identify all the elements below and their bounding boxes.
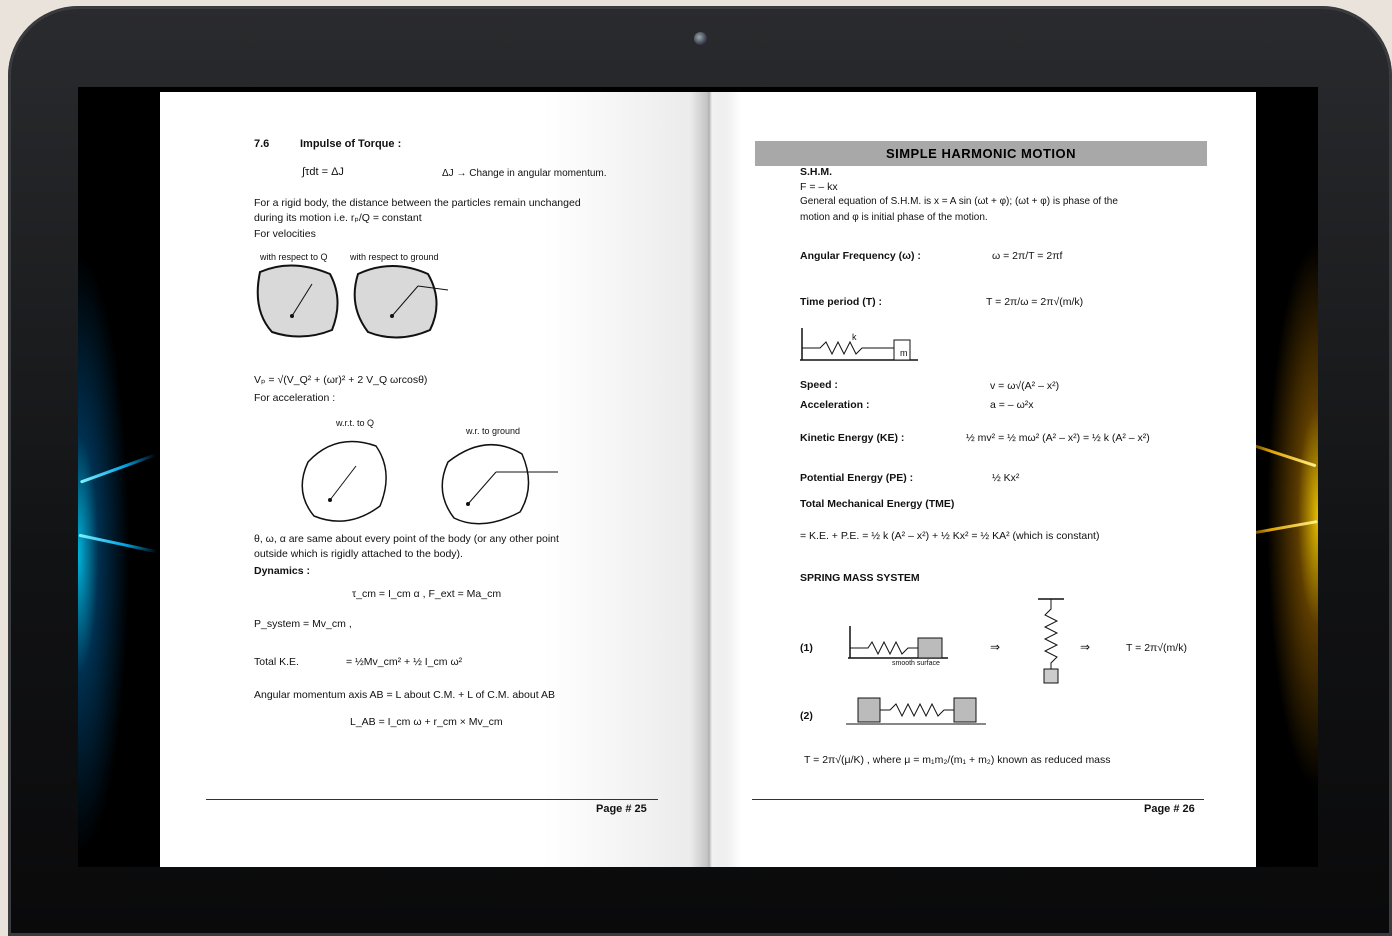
figure-caption: with respect to ground bbox=[350, 252, 439, 262]
implies-arrow: ⇒ bbox=[990, 640, 1001, 654]
rigid-body-text: during its motion i.e. rₚ/Q = constant bbox=[254, 212, 422, 224]
smooth-surface-caption: smooth surface bbox=[892, 660, 940, 667]
force-equation: F = – kx bbox=[800, 181, 838, 193]
tablet-device bbox=[8, 6, 1392, 936]
figure-caption: w.r. to ground bbox=[466, 426, 521, 436]
rigid-body-velocity-figure bbox=[252, 260, 492, 350]
time-period-label: Time period (T) : bbox=[800, 296, 883, 308]
spring-mass-heading: SPRING MASS SYSTEM bbox=[800, 572, 920, 584]
kinetic-energy-label: Total K.E. bbox=[254, 656, 299, 668]
kinetic-energy-label: Kinetic Energy (KE) : bbox=[800, 432, 905, 444]
acceleration-label: For acceleration : bbox=[254, 392, 336, 404]
chapter-banner: SIMPLE HARMONIC MOTION bbox=[755, 141, 1207, 166]
total-energy-equation: = K.E. + P.E. = ½ k (A² – x²) + ½ Kx² = ½ KA² (which is constant) bbox=[800, 530, 1100, 542]
angular-momentum-equation: L_AB = I_cm ω + r_cm × Mv_cm bbox=[350, 716, 503, 728]
item-number: (2) bbox=[800, 710, 813, 722]
acceleration-label: Acceleration : bbox=[800, 399, 870, 411]
velocity-equation: Vₚ = √(V_Q² + (ωr)² + 2 V_Q ωrcosθ) bbox=[254, 374, 428, 386]
general-equation-text: motion and φ is initial phase of the motion. bbox=[800, 212, 988, 223]
kinetic-energy-equation: = ½Mv_cm² + ½ I_cm ω² bbox=[346, 656, 463, 668]
open-book[interactable] bbox=[160, 92, 1256, 867]
speed-label: Speed : bbox=[800, 379, 838, 391]
left-page[interactable] bbox=[160, 92, 708, 867]
page-number: Page # 25 bbox=[596, 803, 647, 815]
velocities-label: For velocities bbox=[254, 228, 316, 240]
potential-energy-label: Potential Energy (PE) : bbox=[800, 472, 914, 484]
total-energy-label: Total Mechanical Energy (TME) bbox=[800, 498, 955, 510]
spring-constant-label: k bbox=[852, 332, 857, 342]
tablet-screen bbox=[78, 87, 1318, 867]
angular-frequency-label: Angular Frequency (ω) : bbox=[800, 250, 921, 262]
vertical-spring-mass-figure bbox=[1036, 597, 1066, 687]
right-page[interactable] bbox=[708, 92, 1256, 867]
same-about-text: θ, ω, α are same about every point of the body (or any other point bbox=[254, 533, 559, 545]
momentum-equation: P_system = Mv_cm , bbox=[254, 618, 352, 630]
page-number: Page # 26 bbox=[1144, 803, 1195, 815]
shm-label: S.H.M. bbox=[800, 166, 833, 178]
horizontal-spring-mass-figure bbox=[848, 616, 958, 666]
potential-energy-equation: ½ Kx² bbox=[992, 472, 1020, 484]
mass-label: m bbox=[900, 348, 908, 358]
section-number: 7.6 bbox=[254, 138, 270, 150]
same-about-text: outside which is rigidly attached to the body). bbox=[254, 548, 463, 560]
general-equation-text: General equation of S.H.M. is x = A sin (ωt + φ); (ωt + φ) is phase of the bbox=[800, 196, 1118, 207]
acceleration-equation: a = – ω²x bbox=[990, 399, 1034, 411]
rigid-body-text: For a rigid body, the distance between the particles remain unchanged bbox=[254, 197, 581, 209]
footer-rule bbox=[752, 799, 1204, 800]
speed-equation: v = ω√(A² – x²) bbox=[990, 380, 1060, 392]
dynamics-label: Dynamics : bbox=[254, 565, 311, 577]
impulse-equation: ∫τdt = ΔJ bbox=[302, 166, 344, 178]
footer-rule bbox=[206, 799, 658, 800]
front-camera bbox=[694, 32, 707, 45]
figure-caption: w.r.t. to Q bbox=[336, 418, 375, 428]
spring-block-diagram bbox=[800, 328, 930, 368]
impulse-note: ΔJ → Change in angular momentum. bbox=[442, 168, 607, 179]
item-one-equation: T = 2π√(m/k) bbox=[1126, 642, 1187, 654]
angular-frequency-equation: ω = 2π/T = 2πf bbox=[992, 250, 1063, 262]
implies-arrow: ⇒ bbox=[1080, 640, 1091, 654]
rigid-body-acceleration-figure bbox=[296, 432, 596, 542]
book-spine bbox=[690, 92, 730, 867]
item-number: (1) bbox=[800, 642, 813, 654]
angular-momentum-text: Angular momentum axis AB = L about C.M. + L of C.M. about AB bbox=[254, 689, 555, 701]
kinetic-energy-equation: ½ mv² = ½ mω² (A² – x²) = ½ k (A² – x²) bbox=[966, 432, 1150, 444]
figure-caption: with respect to Q bbox=[260, 252, 328, 262]
item-two-equation: T = 2π√(μ/K) , where μ = m₁m₂/(m₁ + m₂) known as reduced mass bbox=[804, 754, 1111, 766]
two-mass-spring-figure bbox=[846, 694, 986, 730]
dynamics-equation: τ_cm = I_cm α , F_ext = Ma_cm bbox=[352, 588, 502, 600]
section-title: Impulse of Torque : bbox=[300, 138, 402, 150]
time-period-equation: T = 2π/ω = 2π√(m/k) bbox=[986, 296, 1084, 308]
